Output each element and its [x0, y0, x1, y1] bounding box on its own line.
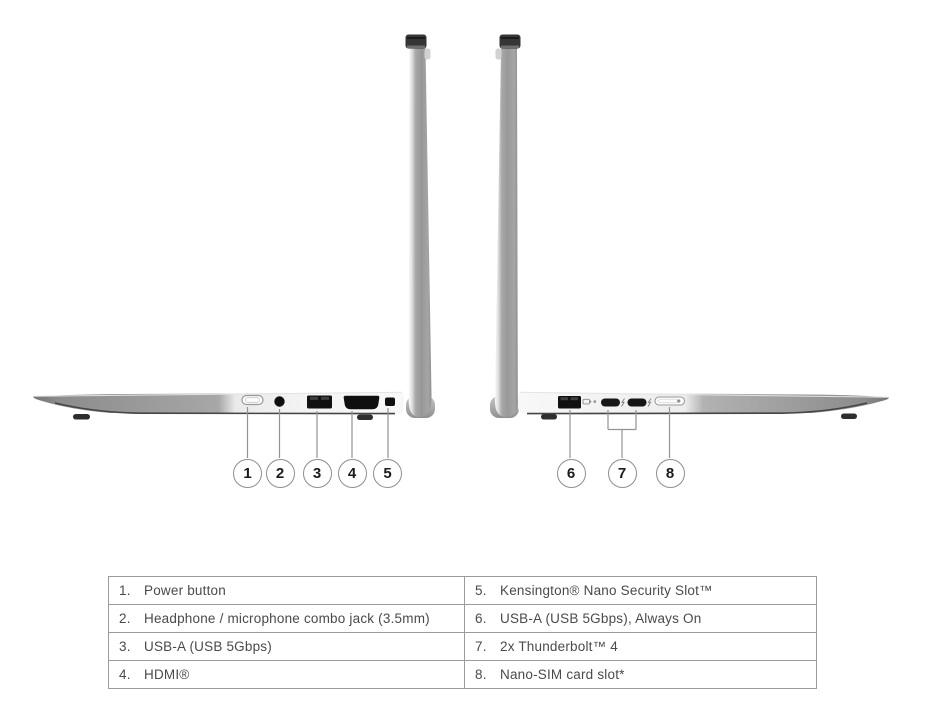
table-row	[109, 632, 816, 660]
cap-detail-line	[407, 37, 425, 39]
rubber-foot	[73, 414, 90, 420]
usb-contact	[310, 397, 318, 400]
item-label: Power button	[144, 582, 226, 598]
table-cell	[464, 577, 816, 604]
cap-detail-line	[501, 37, 519, 39]
callout-2	[266, 459, 295, 488]
usb-contact	[321, 397, 329, 400]
table-cell	[109, 633, 464, 660]
headphone-jack-port	[274, 396, 284, 406]
callout-3	[303, 459, 332, 488]
item-label: Nano-SIM card slot*	[500, 666, 625, 682]
callout-number: 7	[617, 464, 627, 482]
camera-notch-tab	[496, 49, 502, 60]
rubber-foot	[541, 414, 557, 420]
table-cell	[109, 605, 464, 632]
callout-number: 2	[275, 464, 285, 482]
status-dot-icon	[594, 400, 597, 403]
callout-number: 3	[312, 464, 322, 482]
callout-5	[373, 459, 402, 488]
table-cell	[109, 577, 464, 604]
callout-1	[233, 459, 262, 488]
item-number: 5.	[475, 582, 487, 598]
callout-number: 5	[383, 464, 392, 482]
thunderbolt-port-2	[628, 399, 647, 407]
callout-number: 4	[347, 464, 357, 482]
callout-number: 8	[665, 464, 675, 482]
battery-icon-nub	[590, 401, 591, 403]
rubber-foot	[841, 414, 857, 420]
item-label: 2x Thunderbolt™ 4	[500, 638, 618, 654]
leader-lines-right	[570, 407, 670, 458]
item-number: 3.	[119, 638, 131, 654]
table-cell	[464, 633, 816, 660]
cap-detail-strip	[407, 46, 425, 49]
item-number: 1.	[119, 582, 131, 598]
usb-contact	[561, 397, 569, 400]
item-number: 6.	[475, 610, 487, 626]
table-row	[109, 660, 816, 688]
cap-detail-strip	[501, 46, 519, 49]
item-label: USB-A (USB 5Gbps)	[144, 638, 272, 654]
callout-number: 6	[566, 464, 576, 482]
sim-eject-pinhole	[677, 399, 680, 402]
item-number: 8.	[475, 666, 487, 682]
right-laptop-left-side-view	[490, 35, 889, 459]
left-laptop-right-side-view	[33, 35, 435, 459]
table-row	[109, 577, 816, 604]
table-cell	[464, 605, 816, 632]
callout-4	[338, 459, 367, 488]
rubber-foot	[357, 415, 373, 421]
thunderbolt-port-1	[601, 399, 620, 407]
callout-number: 1	[243, 464, 252, 482]
screen-panel	[495, 48, 518, 417]
item-label: Headphone / microphone combo jack (3.5mm)	[144, 610, 430, 626]
item-number: 4.	[119, 666, 131, 682]
item-number: 2.	[119, 610, 131, 626]
port-legend-table	[108, 576, 817, 689]
callout-8	[656, 459, 685, 488]
hdmi-port	[344, 396, 380, 410]
table-cell	[109, 661, 464, 688]
screen-panel	[409, 48, 432, 417]
callout-6	[557, 459, 586, 488]
kensington-slot	[385, 398, 395, 407]
item-label: HDMI®	[144, 666, 190, 682]
camera-notch-tab	[425, 49, 431, 60]
usb-contact	[571, 397, 579, 400]
item-label: Kensington® Nano Security Slot™	[500, 582, 713, 598]
item-label: USB-A (USB 5Gbps), Always On	[500, 610, 702, 626]
table-cell	[464, 661, 816, 688]
callout-7	[608, 459, 637, 488]
item-number: 7.	[475, 638, 487, 654]
table-row	[109, 604, 816, 632]
